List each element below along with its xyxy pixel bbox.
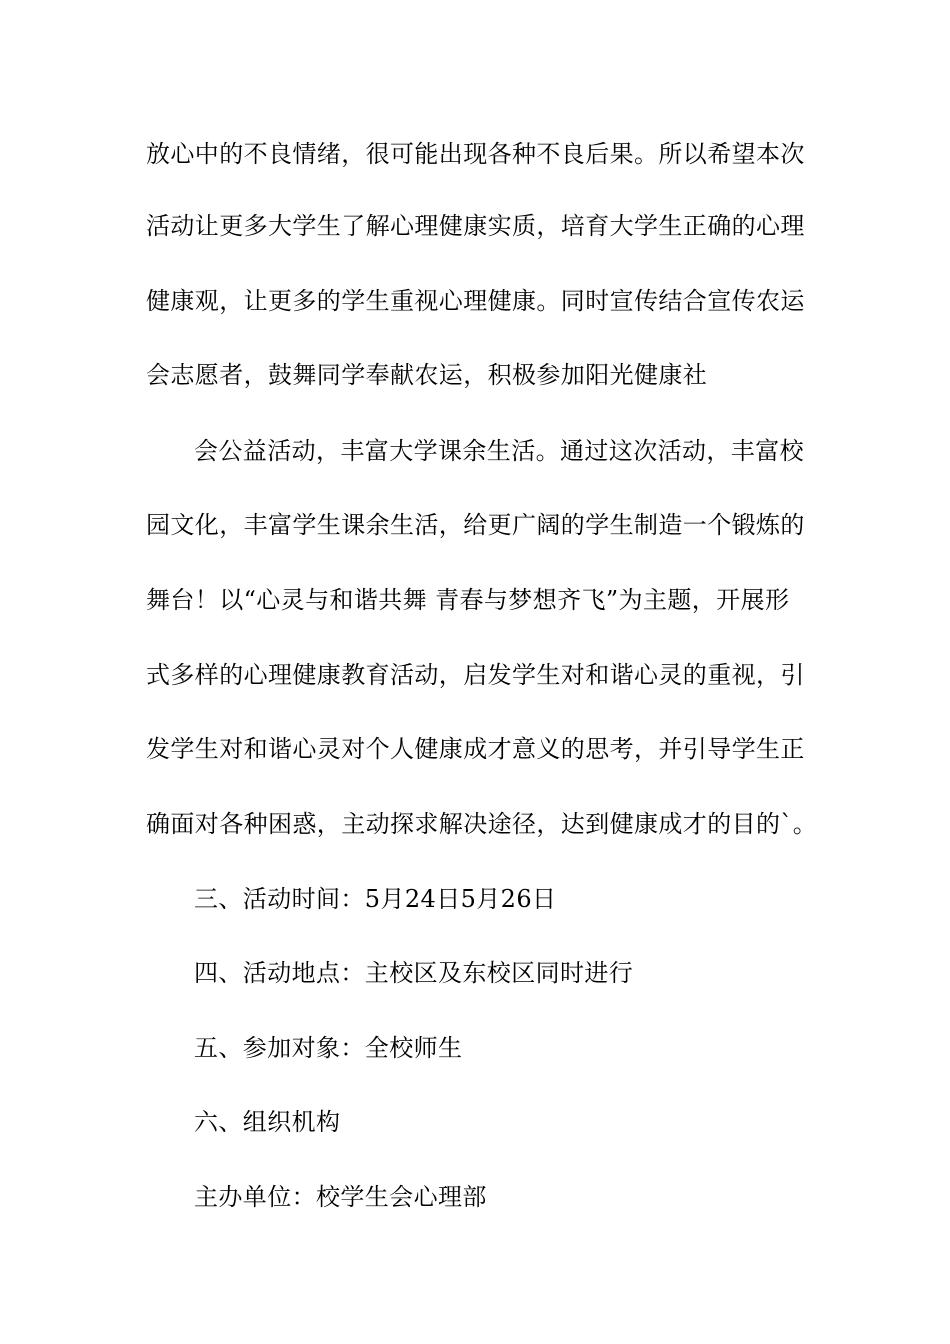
section-3-activity-time: 三、活动时间：5月24日5月26日 — [194, 885, 557, 913]
paragraph-2-line-1: 会公益活动，丰富大学课余生活。通过这次活动，丰富校 — [194, 437, 804, 465]
organizer-line: 主办单位：校学生会心理部 — [194, 1183, 487, 1211]
paragraph-2-line-6: 确面对各种困惑，主动探求解决途径，达到健康成才的目的`。 — [146, 810, 818, 838]
paragraph-2-line-2: 园文化，丰富学生课余生活，给更广阔的学生制造一个锻炼的 — [146, 511, 805, 539]
section-4-activity-location: 四、活动地点：主校区及东校区同时进行 — [194, 959, 634, 987]
section-5-participants: 五、参加对象：全校师生 — [194, 1034, 463, 1062]
paragraph-2-line-3: 舞台！以“心灵与和谐共舞 青春与梦想齐飞”为主题，开展形 — [146, 586, 790, 614]
section-6-organization: 六、组织机构 — [194, 1108, 341, 1136]
paragraph-1-line-3: 健康观，让更多的学生重视心理健康。同时宣传结合宣传农运 — [146, 287, 805, 315]
paragraph-1-line-4: 会志愿者，鼓舞同学奉献农运，积极参加阳光健康社 — [146, 361, 708, 389]
paragraph-1-line-1: 放心中的不良情绪，很可能出现各种不良后果。所以希望本次 — [146, 140, 805, 168]
paragraph-1-line-2: 活动让更多大学生了解心理健康实质，培育大学生正确的心理 — [146, 212, 805, 240]
paragraph-2-line-5: 发学生对和谐心灵对个人健康成才意义的思考，并引导学生正 — [146, 735, 805, 763]
paragraph-2-line-4: 式多样的心理健康教育活动，启发学生对和谐心灵的重视，引 — [146, 661, 805, 689]
